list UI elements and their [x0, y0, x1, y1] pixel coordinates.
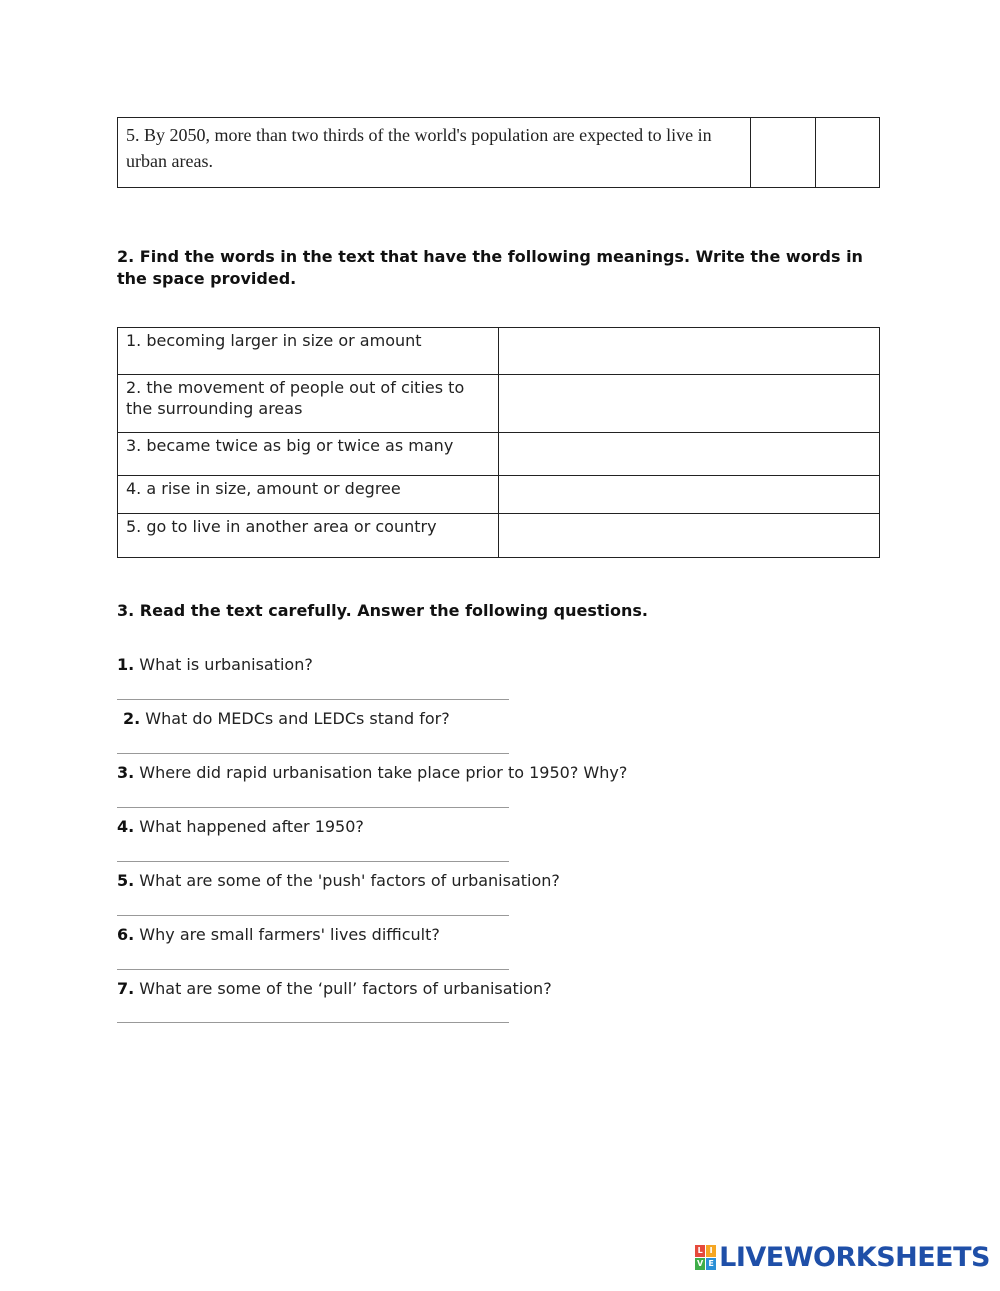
- question-text: What is urbanisation?: [134, 655, 313, 674]
- question-text: Why are small farmers' lives difficult?: [134, 925, 440, 944]
- answer-field[interactable]: [499, 514, 880, 558]
- question-5: [117, 871, 560, 891]
- question-6: [117, 925, 440, 945]
- definition-cell: 1. becoming larger in size or amount: [118, 328, 499, 375]
- question-2: [123, 709, 450, 729]
- question-number: 4.: [117, 817, 135, 836]
- answer-line-1[interactable]: [117, 699, 509, 700]
- answer-field[interactable]: [499, 476, 880, 514]
- definition-cell: 2. the movement of people out of cities to the surrounding areas: [118, 375, 499, 433]
- answer-field[interactable]: [499, 375, 880, 433]
- section-3-heading: 3. Read the text carefully. Answer the following questions.: [117, 601, 649, 620]
- statement-cell: 5. By 2050, more than two thirds of the world's population are expected to live in urban areas.: [118, 118, 751, 188]
- vocabulary-table: [117, 327, 880, 558]
- logo-block: L: [695, 1245, 705, 1257]
- question-number: 3.: [117, 763, 135, 782]
- question-4: [117, 817, 364, 837]
- true-answer-box[interactable]: [751, 118, 815, 188]
- question-text: What are some of the ‘pull’ factors of urbanisation?: [134, 979, 552, 998]
- answer-line-3[interactable]: [117, 807, 509, 808]
- logo-text: LIVEWORKSHEETS: [719, 1242, 990, 1273]
- table-row: [118, 375, 880, 433]
- answer-line-6[interactable]: [117, 969, 509, 970]
- question-number: 5.: [117, 871, 135, 890]
- question-number: 2.: [123, 709, 141, 728]
- answer-line-7[interactable]: [117, 1022, 509, 1023]
- answer-line-2[interactable]: [117, 753, 509, 754]
- logo-block: E: [706, 1258, 716, 1270]
- answer-line-4[interactable]: [117, 861, 509, 862]
- definition-cell: 4. a rise in size, amount or degree: [118, 476, 499, 514]
- definition-cell: 3. became twice as big or twice as many: [118, 433, 499, 476]
- table-row: [118, 118, 880, 188]
- answer-line-5[interactable]: [117, 915, 509, 916]
- logo-block: V: [697, 1259, 704, 1268]
- false-answer-box[interactable]: [815, 118, 879, 188]
- logo-blocks-icon: [695, 1245, 716, 1270]
- answer-field[interactable]: [499, 433, 880, 476]
- question-3: [117, 763, 627, 783]
- liveworksheets-logo: [695, 1242, 990, 1273]
- question-text: What do MEDCs and LEDCs stand for?: [140, 709, 450, 728]
- definition-cell: 5. go to live in another area or country: [118, 514, 499, 558]
- question-1: [117, 655, 313, 675]
- question-7: [117, 979, 552, 999]
- question-number: 1.: [117, 655, 135, 674]
- table-row: [118, 433, 880, 476]
- question-number: 7.: [117, 979, 135, 998]
- question-text: What are some of the 'push' factors of urbanisation?: [134, 871, 560, 890]
- table-row: [118, 476, 880, 514]
- question-text: What happened after 1950?: [134, 817, 364, 836]
- question-text: Where did rapid urbanisation take place prior to 1950? Why?: [134, 763, 628, 782]
- table-row: [118, 328, 880, 375]
- table-row: [118, 514, 880, 558]
- logo-block: I: [706, 1245, 716, 1257]
- answer-field[interactable]: [499, 328, 880, 375]
- true-false-table: [117, 117, 880, 188]
- section-2-heading: 2. Find the words in the text that have the following meanings. Write the words in the space provided.: [117, 247, 863, 288]
- question-number: 6.: [117, 925, 135, 944]
